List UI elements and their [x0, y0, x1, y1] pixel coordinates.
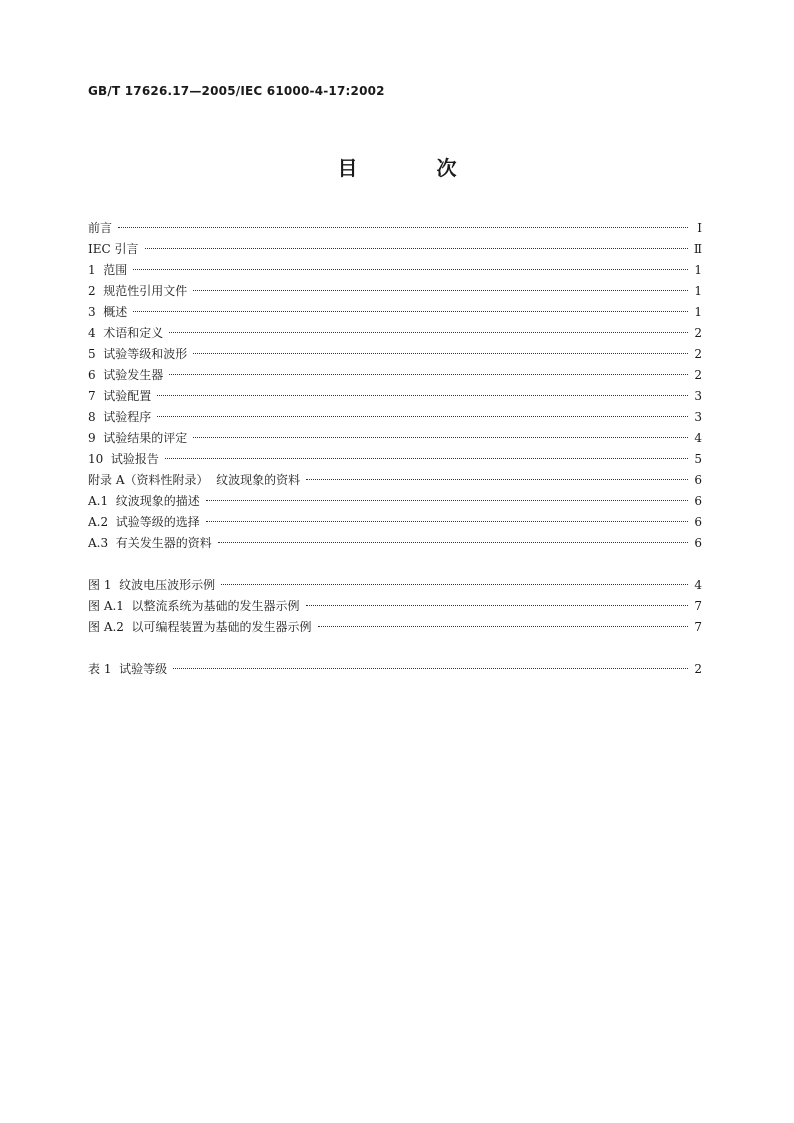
dot-leader: [133, 311, 688, 312]
toc-entry[interactable]: [88, 470, 702, 491]
toc-entry-page: 3: [694, 410, 702, 424]
toc-entry-label: 表 1 试验等级: [88, 662, 168, 676]
toc-entry-page: 2: [694, 368, 702, 382]
toc-group: [88, 575, 702, 638]
toc-entry-page: 2: [694, 326, 702, 340]
toc-entry-label: 前言: [88, 221, 113, 235]
toc-entry-page: 2: [694, 347, 702, 361]
toc-entry-page: 7: [694, 620, 702, 634]
toc-entry[interactable]: [88, 302, 702, 323]
dot-leader: [169, 332, 688, 333]
toc-entry[interactable]: [88, 428, 702, 449]
page-title: 目 次: [337, 156, 493, 180]
dot-leader: [218, 542, 688, 543]
toc-entry-page: 6: [694, 536, 702, 550]
toc-entry[interactable]: [88, 491, 702, 512]
dot-leader: [165, 458, 688, 459]
toc-entry-label: 附录 A（资料性附录） 纹波现象的资料: [88, 473, 301, 487]
toc-entry[interactable]: [88, 365, 702, 386]
toc-entry-page: 5: [694, 452, 702, 466]
toc-entry-label: 1 范围: [88, 263, 128, 277]
dot-leader: [133, 269, 688, 270]
toc-entry-label: 图 A.1 以整流系统为基础的发生器示例: [88, 599, 300, 613]
toc-entry[interactable]: [88, 239, 702, 260]
dot-leader: [173, 668, 688, 669]
toc-entry-label: A.3 有关发生器的资料: [88, 536, 212, 550]
dot-leader: [169, 374, 688, 375]
toc-entry-label: 10 试验报告: [88, 452, 159, 466]
dot-leader: [318, 626, 688, 627]
toc-entry-page: 4: [694, 431, 702, 445]
toc-entry-label: 2 规范性引用文件: [88, 284, 188, 298]
dot-leader: [145, 248, 688, 249]
dot-leader: [306, 479, 688, 480]
dot-leader: [118, 227, 688, 228]
dot-leader: [193, 290, 688, 291]
toc-entry-page: 4: [694, 578, 702, 592]
toc-entry-page: 6: [694, 494, 702, 508]
toc-entry[interactable]: [88, 260, 702, 281]
toc-entry[interactable]: [88, 323, 702, 344]
toc-group: [88, 659, 702, 680]
toc-entry-label: A.1 纹波现象的描述: [88, 494, 200, 508]
dot-leader: [193, 353, 688, 354]
toc-entry[interactable]: [88, 407, 702, 428]
toc-entry-page: 3: [694, 389, 702, 403]
toc-entry-label: IEC 引言: [88, 242, 139, 256]
toc-entry[interactable]: [88, 386, 702, 407]
toc-entry[interactable]: [88, 596, 702, 617]
toc-entry-label: 7 试验配置: [88, 389, 152, 403]
dot-leader: [157, 416, 688, 417]
toc-group: [88, 218, 702, 554]
toc-entry[interactable]: [88, 617, 702, 638]
toc-entry-page: 2: [694, 662, 702, 676]
dot-leader: [306, 605, 688, 606]
toc-entry[interactable]: [88, 533, 702, 554]
toc-entry-page: 1: [694, 263, 702, 277]
toc-entry[interactable]: [88, 344, 702, 365]
dot-leader: [157, 395, 688, 396]
dot-leader: [206, 500, 688, 501]
toc-entry[interactable]: [88, 218, 702, 239]
toc-entry[interactable]: [88, 449, 702, 470]
toc-entry-label: 5 试验等级和波形: [88, 347, 188, 361]
table-of-contents: [88, 218, 702, 680]
toc-entry[interactable]: [88, 512, 702, 533]
toc-entry[interactable]: [88, 575, 702, 596]
toc-entry-page: 7: [694, 599, 702, 613]
toc-entry-page: 6: [694, 515, 702, 529]
dot-leader: [206, 521, 688, 522]
dot-leader: [221, 584, 688, 585]
toc-entry-page: 1: [694, 305, 702, 319]
toc-entry[interactable]: [88, 659, 702, 680]
toc-entry-page: 1: [694, 284, 702, 298]
toc-entry-label: 4 术语和定义: [88, 326, 164, 340]
toc-entry-label: 图 A.2 以可编程装置为基础的发生器示例: [88, 620, 312, 634]
toc-entry[interactable]: [88, 281, 702, 302]
toc-entry-page: 6: [694, 473, 702, 487]
toc-entry-label: 图 1 纹波电压波形示例: [88, 578, 216, 592]
toc-entry-label: A.2 试验等级的选择: [88, 515, 200, 529]
toc-entry-label: 9 试验结果的评定: [88, 431, 188, 445]
toc-entry-label: 8 试验程序: [88, 410, 152, 424]
toc-entry-label: 6 试验发生器: [88, 368, 164, 382]
dot-leader: [193, 437, 688, 438]
standard-number: GB/T 17626.17—2005/IEC 61000-4-17:2002: [88, 84, 385, 98]
toc-entry-label: 3 概述: [88, 305, 128, 319]
toc-entry-page: Ⅱ: [693, 242, 702, 256]
toc-entry-page: I: [697, 221, 702, 235]
